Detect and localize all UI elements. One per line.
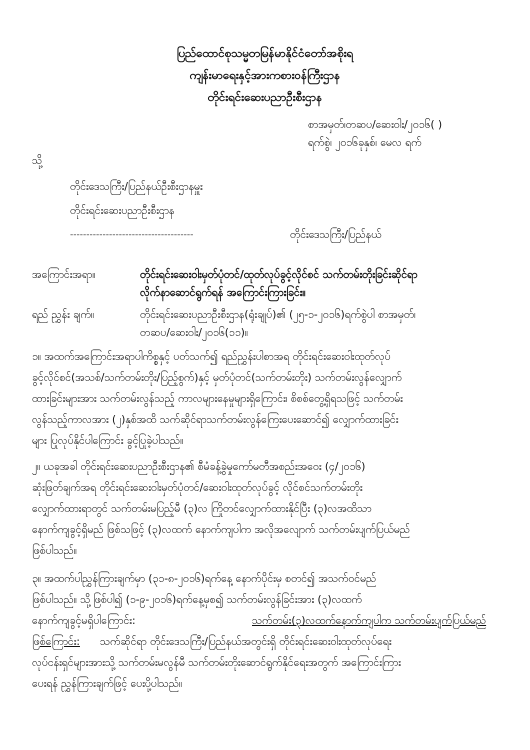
paragraph-1-line: လွန်သည့်ကာလအား (၂)နှစ်အထိ သက်ဆိုင်ရာသက်တမ်းလွန်ကြေးပေးဆောင်၍ လျှောက်ထားခြင်း [32, 414, 399, 426]
header-government: ပြည်ထောင်စုသမ္မတမြန်မာနိုင်ငံတော်အစိုးရ [176, 46, 354, 60]
header-ministry: ကျန်းမာရေးနှင့်အားကစားဝန်ကြီးဌာန [189, 68, 341, 82]
paragraph-3-line: သက်ဆိုင်ရာ တိုင်းဒေသကြီး/ပြည်နယ်အတွင်းရှိ တိုင်းရင်းဆေးဝါးထုတ်လုပ်ရေး [100, 636, 392, 648]
subject-label: အကြောင်းအရာ။ [32, 269, 96, 281]
paragraph-2-line: လျှောက်ထားရာတွင် သက်တမ်းမပြည့်မီ (၃)လ ကြိုတင်လျှောက်ထားနိုင်ပြီး (၃)လအထိသာ [32, 503, 372, 515]
paragraph-1-line: ထားခြင်းများအား သက်တမ်းလွန်သည့် ကာလများနေမှုများရှိကြောင်း၊ စိစစ်တွေ့ရှိရသဖြင့် သက်တမ်း [32, 393, 403, 405]
recipient-dashes: -------------------------------------- [70, 230, 194, 240]
paragraph-2-line: နောက်ကျခွင့်ရှိမည် ဖြစ်သဖြင့် (၃)လထက် နောက်ကျပါက အလိုအလျောက် သက်တမ်းပျက်ပြယ်မည် [32, 524, 411, 536]
recipient-3: တိုင်းဒေသကြီး/ပြည်နယ် [290, 229, 382, 241]
paragraph-3-underlined: သက်တမ်း(၃)လထက်နောက်ကျပါက သက်တမ်းပျက်ပြယ်မည် [252, 615, 487, 627]
reference-line-1: တိုင်းရင်းဆေးပညာဦးစီးဌာန(ရုံးချုပ်)၏ (၂၅-၁-၂၀၁၆)ရက်စွဲပါ စာအမှတ်၊ [140, 309, 416, 321]
paragraph-1-line: ခွင့်လိုင်စင်(အသစ်/သက်တမ်းတိုး/ပြည့်စွက်)နှင့် မှတ်ပုံတင်(သက်တမ်းတိုး) သက်တမ်းလွန်လျှောက် [32, 372, 402, 384]
subject-line-1: တိုင်းရင်းဆေးဝါးမှတ်ပုံတင်/ထုတ်လုပ်ခွင့်လိုင်စင် သက်တမ်းတိုးခြင်းဆိုင်ရာ [140, 269, 418, 281]
recipient-1: တိုင်းဒေသကြီး/ပြည်နယ်ဦးစီးဌာနမှူး [70, 181, 203, 193]
paragraph-3-line: နောက်ကျခွင့်မရှိပါကြောင်း: [32, 615, 136, 627]
paragraph-3-line: ဖြစ်ပါသည်။ သို့ဖြစ်ပါ၍ (၁-၉-၂၀၁၆)ရက်နေ့မှစ၍ သက်တမ်းလွန်ခြင်းအား (၃)လထက် [32, 594, 362, 606]
paragraph-2-line: ဖြစ်ပါသည်။ [32, 545, 77, 557]
header-department: တိုင်းရင်းဆေးပညာဦးစီးဌာန [207, 90, 323, 104]
paragraph-2-line: ဆုံးဖြတ်ချက်အရ တိုင်းရင်းဆေးဝါးမှတ်ပုံတင်/ဆေး၀ါးထုတ်လုပ်ခွင့် လိုင်စင်သက်တမ်းတိုး [32, 482, 363, 494]
document-date: ရက်စွဲ၊ ၂၀၁၆ခုနှစ်၊ မေလ ရက် [308, 137, 422, 149]
reference-line-2: တဆပ/ဆေး၀ါး/၂၀၁၆(၁၁)။ [140, 327, 248, 339]
to-label: သို့ [32, 155, 43, 167]
paragraph-3-line: လုပ်ငန်းရှင်များအားသို့ သက်တမ်းမလွန်မီ သက်တမ်းတိုးဆောင်ရွက်နိုင်ရေးအတွက် အကြောင်းကြား [32, 657, 401, 669]
paragraph-2-line: ၂။ ယခုအခါ တိုင်းရင်းဆေးပညာဦးစီးဌာန၏ စီမံခန့်ခွဲမှုကော်မတီအစည်းအဝေး (၄/၂၀၁၆) [32, 461, 366, 473]
paragraph-1-line: များ ပြုလုပ်နိုင်ပါကြောင်း ခွင့်ပြုခဲ့ပါသည်။ [32, 435, 184, 447]
reference-label: ရည် ညွှန်း ချက်။ [32, 309, 95, 321]
reference-number: စာအမှတ်၊တဆပ/ဆေး၀ါး/၂၀၁၆( ) [308, 119, 443, 131]
paragraph-3-line: ၃။ အထက်ပါညွှန်ကြားချက်မှာ (၃၁-၈-၂၀၁၆)ရက်နေ့ နောက်ပိုင်းမှ စတင်၍ အသက်ဝင်မည် [32, 573, 377, 585]
recipient-2: တိုင်းရင်းဆေးပညာဦးစီးဌာန [70, 205, 175, 217]
paragraph-3-underlined: ဖြစ်ကြောင်း: [32, 636, 80, 648]
subject-line-2: လိုက်နာဆောင်ရွက်ရန် အကြောင်းကြားခြင်း။ [140, 287, 306, 299]
paragraph-3-line: ပေးရန် ညွှန်ကြားချက်ဖြင့် ပေးပို့ပါသည်။ [32, 678, 183, 690]
paragraph-1-line: ၁။ အထက်အကြောင်းအရာပါကိစ္စနှင့် ပတ်သက်၍ ရည်ညွှန်းပါစာအရ တိုင်းရင်းဆေးဝါးထုတ်လုပ် [32, 351, 391, 363]
